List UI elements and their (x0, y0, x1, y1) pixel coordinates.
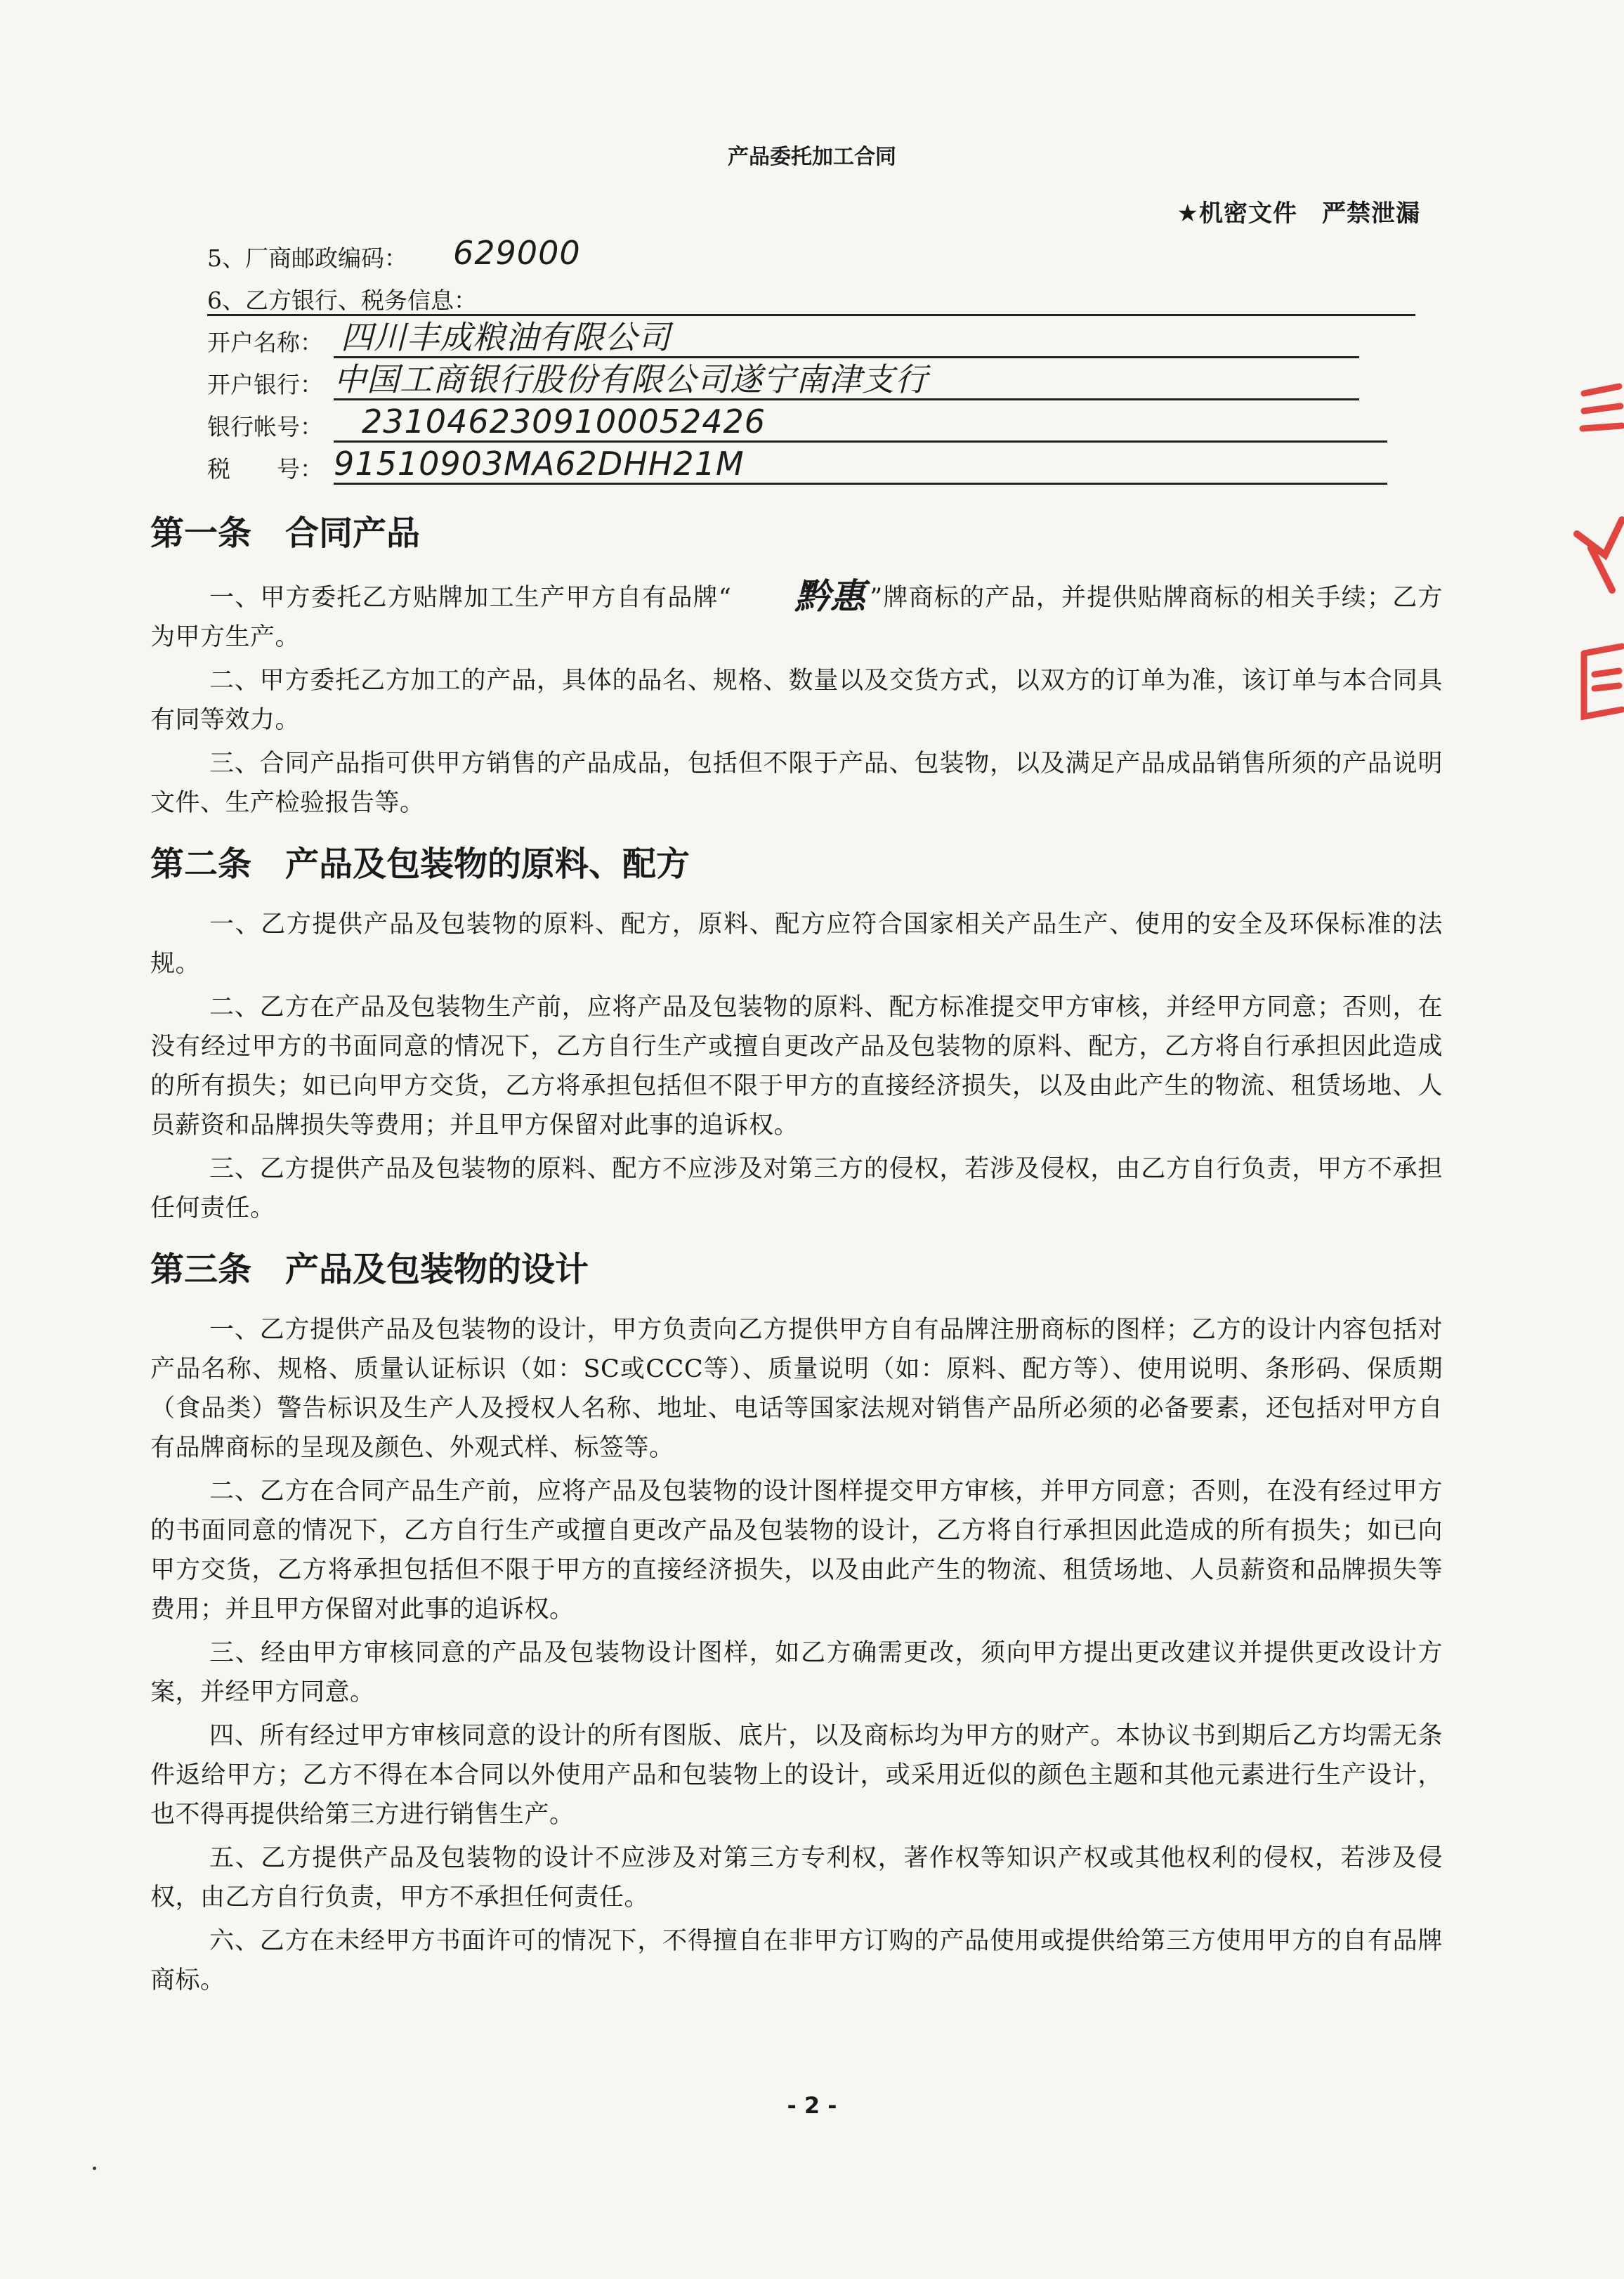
postal-code-row (207, 234, 1415, 280)
account-name-value: 四川丰成粮油有限公司 (341, 318, 671, 356)
article-3-clause-1: 一、乙方提供产品及包装物的设计，甲方负责向乙方提供甲方自有品牌注册商标的图样；乙方的设计内容包括对产品名称、规格、质量认证标识（如：SC或CCC等）、质量说明（如：原料、配方等）、使用说明、条形码、保质期（食品类）警告标识及生产人及授权人名称、地址、电话等国家法规对销售产品所必须的必备要素，还包括对甲方自有品牌商标的呈现及颜色、外观式样、标签等。 (150, 1316, 1443, 1462)
postal-code-value: 629000 (453, 234, 581, 272)
article-3-clause-6: 六、乙方在未经甲方书面许可的情况下，不得擅自在非甲方订购的产品使用或提供给第三方使用甲方的自有品牌商标。 (150, 1927, 1443, 1994)
account-number-label: 银行帐号： (207, 413, 323, 440)
account-number-row (207, 403, 1415, 448)
bank-tax-label: 6、乙方银行、税务信息： (207, 287, 477, 314)
brand-name-handwritten: 黔惠 (794, 576, 866, 617)
supplier-info-block (207, 234, 1415, 490)
page-number: - 2 - (787, 2092, 837, 2119)
bank-tax-row (207, 280, 1415, 322)
article-2-heading: 第二条 产品及包装物的原料、配方 (150, 844, 690, 884)
article-1-clause-3: 三、合同产品指可供甲方销售的产品成品，包括但不限于产品、包装物，以及满足产品成品销售所须的产品说明文件、生产检验报告等。 (150, 750, 1443, 817)
tax-number-row (207, 445, 1415, 490)
article-3-clause-2: 二、乙方在合同产品生产前，应将产品及包装物的设计图样提交甲方审核，并甲方同意；否则，在没有经过甲方的书面同意的情况下，乙方自行生产或擅自更改产品及包装物的设计，乙方将自行承担因此造成的所有损失；如已向甲方交货，乙方将承担包括但不限于甲方的直接经济损失，以及由此产生的物流、租赁场地、人员薪资和品牌损失等费用；并且甲方保留对此事的追诉权。 (150, 1477, 1443, 1624)
bank-label: 开户银行： (207, 371, 323, 398)
article-2-clause-3: 三、乙方提供产品及包装物的原料、配方不应涉及对第三方的侵权，若涉及侵权，由乙方自行负责，甲方不承担任何责任。 (150, 1155, 1443, 1222)
article-1-clause-1-text-b: ”牌商标的产品，并提供贴牌商标的相关手续；乙方为甲方生产。 (150, 584, 1443, 651)
tax-number-label: 税 号： (207, 455, 323, 483)
tax-number-value: 91510903MA62DHH21M (334, 445, 745, 483)
document-title: 产品委托加工合同 (728, 145, 896, 169)
tax-number-underline (334, 483, 1387, 485)
article-2-clause-1: 一、乙方提供产品及包装物的原料、配方，原料、配方应符合国家相关产品生产、使用的安全及环保标准的法规。 (150, 910, 1443, 978)
article-1-heading: 第一条 合同产品 (150, 514, 421, 553)
contract-body (150, 492, 1443, 2004)
article-1-clause-1-text-a: 一、甲方委托乙方贴牌加工生产甲方自有品牌“ (209, 584, 732, 612)
scan-speck (93, 2167, 96, 2170)
account-name-label: 开户名称： (207, 329, 323, 356)
bank-value: 中国工商银行股份有限公司遂宁南津支行 (334, 360, 928, 398)
article-3-clause-4: 四、所有经过甲方审核同意的设计的所有图版、底片，以及商标均为甲方的财产。本协议书到期后乙方均需无条件返给甲方；乙方不得在本合同以外使用产品和包装物上的设计，或采用近似的颜色主题和其他元素进行生产设计，也不得再提供给第三方进行销售生产。 (150, 1722, 1443, 1829)
postal-code-label: 5、厂商邮政编码： (207, 244, 407, 272)
article-3-clause-3: 三、经由甲方审核同意的产品及包装物设计图样，如乙方确需更改，须向甲方提出更改建议并提供更改设计方案，并经甲方同意。 (150, 1639, 1443, 1706)
article-3-clause-5: 五、乙方提供产品及包装物的设计不应涉及对第三方专利权，著作权等知识产权或其他权利的侵权，若涉及侵权，由乙方自行负责，甲方不承担任何责任。 (150, 1844, 1443, 1912)
account-number-value: 2310462309100052426 (362, 403, 766, 440)
article-1-clause-2: 二、甲方委托乙方加工的产品，具体的品名、规格、数量以及交货方式，以双方的订单为准，该订单与本合同具有同等效力。 (150, 667, 1443, 734)
article-2-clause-2: 二、乙方在产品及包装物生产前，应将产品及包装物的原料、配方标准提交甲方审核，并经甲方同意；否则，在没有经过甲方的书面同意的情况下，乙方自行生产或擅自更改产品及包装物的原料、配方，乙方将自行承担因此造成的所有损失；如已向甲方交货，乙方将承担包括但不限于甲方的直接经济损失，以及由此产生的物流、租赁场地、人员薪资和品牌损失等费用；并且甲方保留对此事的追诉权。 (150, 993, 1443, 1140)
confidential-notice: ★机密文件 严禁泄漏 (1177, 200, 1420, 228)
account-name-row (207, 318, 1415, 364)
article-3-heading: 第三条 产品及包装物的设计 (150, 1250, 589, 1289)
bank-row (207, 360, 1415, 406)
seal-fragment-icon (1563, 379, 1624, 745)
article-1-clause-1 (150, 574, 1443, 657)
